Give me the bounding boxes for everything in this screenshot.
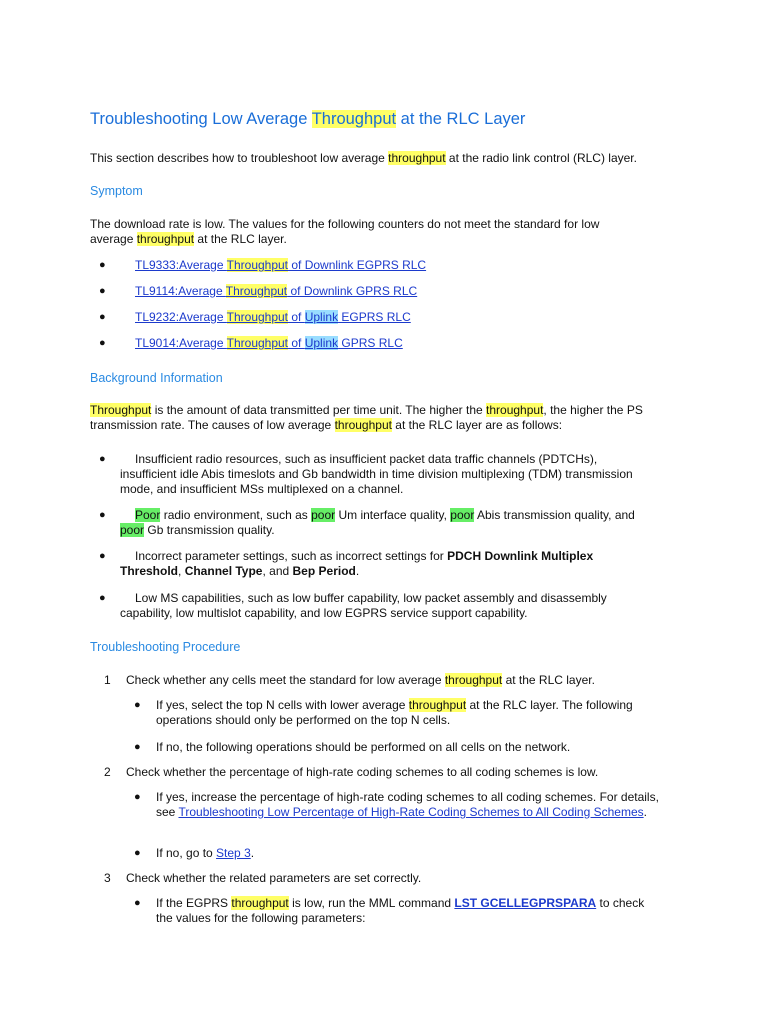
step-number: 3 bbox=[104, 871, 111, 885]
bullet-icon: ● bbox=[99, 509, 106, 521]
counter-link-tl9232[interactable]: TL9232:Average Throughput of Uplink EGPRS RLC bbox=[135, 310, 411, 324]
counter-link-tl9014[interactable]: TL9014:Average Throughput of Uplink GPRS RLC bbox=[135, 336, 403, 350]
bullet-icon: ● bbox=[134, 741, 141, 753]
bg-text: at the RLC layer are as follows: bbox=[391, 418, 563, 432]
counter-link-tl9333[interactable]: TL9333:Average Throughput of Downlink EGPRS RLC bbox=[135, 258, 427, 272]
bullet-icon: ● bbox=[99, 259, 106, 271]
title-highlight: Throughput bbox=[311, 110, 397, 128]
cause-text: Low MS capabilities, such as low buffer capability, low packet assembly and disassembly capability, low multislot capability, and low EGPRS service support capability. bbox=[120, 591, 607, 620]
intro-text: This section describes how to troubleshoot low average bbox=[90, 151, 389, 165]
bullet-icon: ● bbox=[99, 337, 106, 349]
intro-paragraph bbox=[90, 151, 650, 166]
step-text: Check whether the percentage of high-rate coding schemes to all coding schemes is low. bbox=[126, 765, 599, 779]
background-heading: Background Information bbox=[90, 371, 223, 385]
step-sub-text: If yes, increase the percentage of high-rate coding schemes to all coding schemes. For details, see Troubleshooting Low Percentage of High-Rate Coding Schemes to All Coding Schemes. bbox=[156, 790, 659, 819]
bullet-icon: ● bbox=[99, 592, 106, 604]
bg-highlight: throughput bbox=[486, 403, 544, 417]
step-text: Check whether any cells meet the standard for low average throughput at the RLC layer. bbox=[126, 673, 595, 687]
step-3-link[interactable]: Step 3 bbox=[216, 846, 251, 860]
step-sub-text: If no, the following operations should be performed on all cells on the network. bbox=[156, 740, 571, 754]
bullet-icon: ● bbox=[99, 311, 106, 323]
bullet-icon: ● bbox=[134, 847, 141, 859]
bg-highlight: Throughput bbox=[90, 403, 152, 417]
bullet-icon: ● bbox=[134, 699, 141, 711]
symptom-highlight: throughput bbox=[136, 232, 195, 246]
intro-text-end: at the radio link control (RLC) layer. bbox=[445, 151, 637, 165]
symptom-heading: Symptom bbox=[90, 184, 143, 198]
page-title bbox=[90, 112, 525, 127]
title-text: Troubleshooting Low Average bbox=[90, 110, 312, 128]
cause-text: Insufficient radio resources, such as insufficient packet data traffic channels (PDTCHs), insufficient idle Abis timeslots and Gb bandwidth in time division multiplexing (TDM) transmission mode, and insufficient MSs multiplexed on a channel. bbox=[120, 452, 633, 496]
bullet-icon: ● bbox=[99, 453, 106, 465]
bg-text: , the higher the PS transmission rate. The causes of low average bbox=[90, 403, 643, 432]
step-sub-text: If the EGPRS throughput is low, run the MML command LST GCELLEGPRSPARA to check the values for the following parameters: bbox=[156, 896, 645, 925]
symptom-paragraph bbox=[90, 217, 640, 247]
bullet-icon: ● bbox=[134, 791, 141, 803]
step-sub-text: If yes, select the top N cells with lower average throughput at the RLC layer. The following operations should only be performed on the top N cells. bbox=[156, 698, 633, 727]
bg-text: is the amount of data transmitted per time unit. The higher the bbox=[151, 403, 487, 417]
cause-text: Poor radio environment, such as poor Um interface quality, poor Abis transmission quality, and poor Gb transmission quality. bbox=[120, 508, 635, 537]
intro-highlight: throughput bbox=[388, 151, 446, 165]
bullet-icon: ● bbox=[99, 285, 106, 297]
cause-text: Incorrect parameter settings, such as incorrect settings for PDCH Downlink Multiplex Threshold, Channel Type, and Bep Period. bbox=[120, 549, 594, 578]
mml-command-link[interactable]: LST GCELLEGPRSPARA bbox=[454, 896, 597, 910]
bullet-icon: ● bbox=[134, 897, 141, 909]
step-number: 1 bbox=[104, 673, 111, 687]
symptom-text-end: at the RLC layer. bbox=[194, 232, 287, 246]
coding-schemes-link[interactable]: Troubleshooting Low Percentage of High-Rate Coding Schemes to All Coding Schemes bbox=[178, 805, 644, 819]
bg-highlight: throughput bbox=[334, 418, 392, 432]
bullet-icon: ● bbox=[99, 550, 106, 562]
step-number: 2 bbox=[104, 765, 111, 779]
symptom-text: The download rate is low. The values for the following counters do not meet the standard for low average bbox=[90, 217, 600, 246]
background-paragraph bbox=[90, 403, 645, 433]
title-text-end: at the RLC Layer bbox=[396, 110, 526, 128]
step-sub-text: If no, go to Step 3. bbox=[156, 846, 255, 860]
counter-link-tl9114[interactable]: TL9114:Average Throughput of Downlink GPRS RLC bbox=[135, 284, 418, 298]
step-text: Check whether the related parameters are set correctly. bbox=[126, 871, 422, 885]
procedure-heading: Troubleshooting Procedure bbox=[90, 640, 241, 654]
